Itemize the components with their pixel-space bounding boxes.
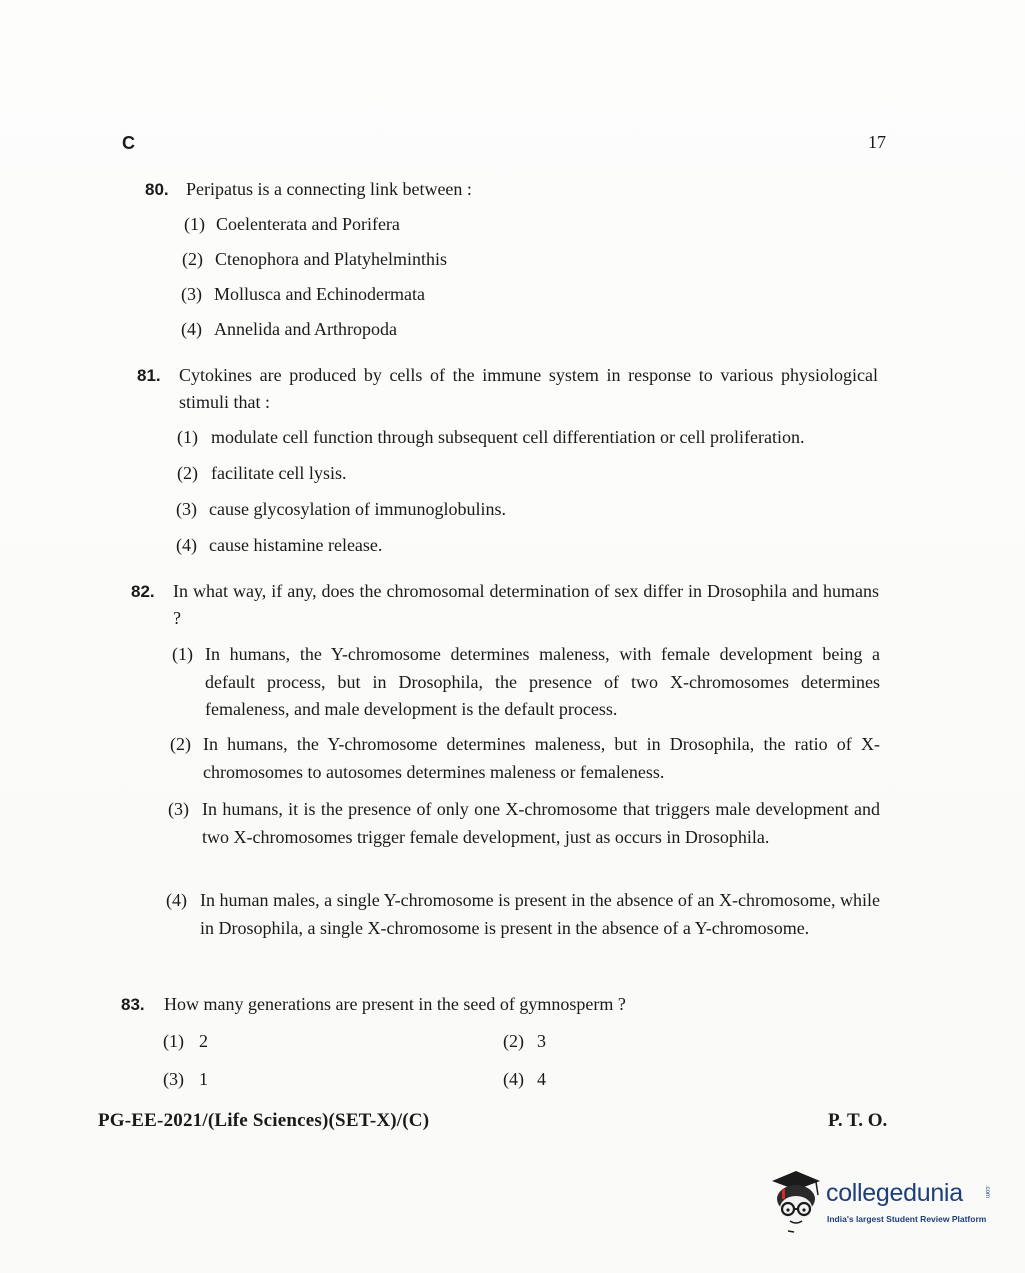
brand-name: collegedunia xyxy=(826,1179,963,1207)
option-number: (4) xyxy=(176,535,197,555)
option-number: (2) xyxy=(170,734,191,754)
mascot-icon xyxy=(766,1165,826,1235)
question-text: Cytokines are produced by cells of the immune system in response to various physiological stimuli that : xyxy=(179,365,878,412)
option-number: (2) xyxy=(182,249,203,269)
brand-suffix: .com xyxy=(984,1185,990,1199)
option-text: 3 xyxy=(537,1031,546,1051)
pto-label: P. T. O. xyxy=(828,1110,888,1131)
option-text: cause glycosylation of immunoglobulins. xyxy=(209,499,506,519)
option-number: (3) xyxy=(181,284,202,304)
option-text: Coelenterata and Porifera xyxy=(216,214,400,234)
option-text: Mollusca and Echinodermata xyxy=(214,284,425,304)
collegedunia-watermark xyxy=(766,1165,996,1235)
option-text: 2 xyxy=(199,1031,208,1051)
brand-tagline: India's largest Student Review Platform xyxy=(827,1214,987,1224)
question-number: 83. xyxy=(121,995,145,1014)
set-letter: C xyxy=(122,133,135,153)
option-number: (4) xyxy=(503,1069,524,1089)
question-number: 80. xyxy=(145,180,169,199)
question-text: Peripatus is a connecting link between : xyxy=(186,179,472,199)
option-number: (4) xyxy=(166,890,187,910)
option-text: 1 xyxy=(199,1069,208,1089)
option-number: (3) xyxy=(176,499,197,519)
option-number: (2) xyxy=(503,1031,524,1051)
option-text: 4 xyxy=(537,1069,546,1089)
option-text: Annelida and Arthropoda xyxy=(214,319,397,339)
option-number: (1) xyxy=(163,1031,184,1051)
option-text: cause histamine release. xyxy=(209,535,383,555)
option-text: modulate cell function through subsequent cell differentiation or cell proliferation. xyxy=(211,427,805,447)
option-number: (4) xyxy=(181,319,202,339)
question-text: In what way, if any, does the chromosomal determination of sex differ in Drosophila and humans ? xyxy=(173,581,879,628)
question-text: How many generations are present in the seed of gymnosperm ? xyxy=(164,994,626,1014)
question-number: 82. xyxy=(131,582,155,601)
option-text: In humans, the Y-chromosome determines maleness, but in Drosophila, the ratio of X-chromosomes to autosomes determines maleness or femaleness. xyxy=(203,734,880,782)
option-number: (1) xyxy=(177,427,198,447)
option-text: In human males, a single Y-chromosome is present in the absence of an X-chromosome, while in Drosophila, a single X-chromosome is present in the absence of a Y-chromosome. xyxy=(200,890,880,938)
option-number: (3) xyxy=(163,1069,184,1089)
option-text: Ctenophora and Platyhelminthis xyxy=(215,249,447,269)
paper-code: PG-EE-2021/(Life Sciences)(SET-X)/(C) xyxy=(98,1110,430,1131)
option-text: In humans, the Y-chromosome determines maleness, with female development being a default process, but in Drosophila, the presence of two X-chromosomes determines femaleness, and male development is the default process. xyxy=(205,644,880,719)
page-number: 17 xyxy=(868,132,886,152)
option-number: (1) xyxy=(172,644,193,664)
option-number: (1) xyxy=(184,214,205,234)
option-text: facilitate cell lysis. xyxy=(211,463,347,483)
option-text: In humans, it is the presence of only one X-chromosome that triggers male development and two X-chromosomes trigger female development, just as occurs in Drosophila. xyxy=(202,799,880,847)
question-number: 81. xyxy=(137,366,161,385)
option-number: (3) xyxy=(168,799,189,819)
option-number: (2) xyxy=(177,463,198,483)
